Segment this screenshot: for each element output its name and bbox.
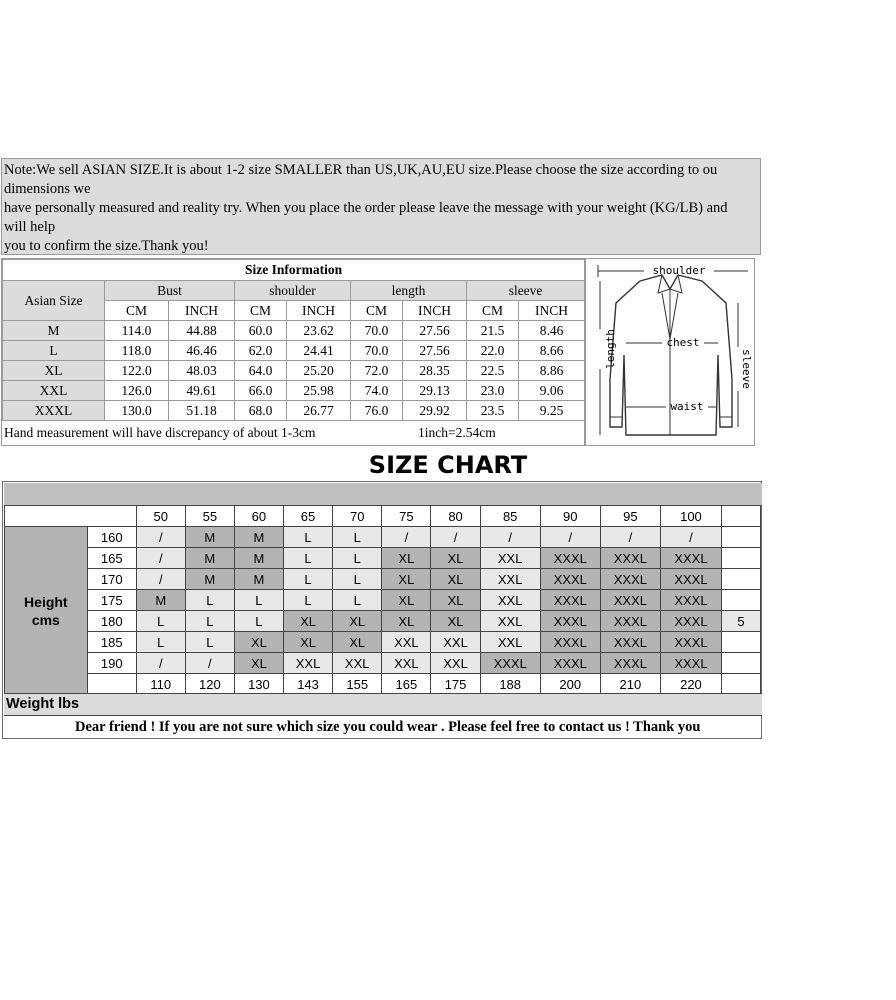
size-cell: L (333, 527, 382, 548)
size-cell: XL (431, 611, 480, 632)
height-row (5, 653, 761, 674)
size-measurement: 72.0 (351, 361, 403, 381)
size-cell: XXL (283, 653, 332, 674)
size-measurement: 22.0 (467, 341, 519, 361)
size-cell: XXXL (540, 653, 600, 674)
weight-lbs: 165 (382, 674, 431, 695)
size-information-table (2, 259, 585, 421)
size-cell: XXXL (600, 590, 660, 611)
size-cell: / (431, 527, 480, 548)
size-measurement: 126.0 (105, 381, 169, 401)
size-chart-table (4, 505, 761, 695)
unit-header: CM (105, 301, 169, 321)
size-cell: L (185, 611, 234, 632)
size-cell: XXXL (540, 590, 600, 611)
size-measurement: 76.0 (351, 401, 403, 421)
size-cell: XL (333, 632, 382, 653)
weight-kg: 65 (283, 506, 332, 527)
size-cell: / (660, 527, 721, 548)
hand-measurement-note: Hand measurement will have discrepancy of about 1-3cm (4, 425, 316, 440)
size-cell: XXL (480, 548, 540, 569)
size-cell (721, 527, 760, 548)
size-row (3, 341, 585, 361)
size-label: XL (3, 361, 105, 381)
size-measurement: 60.0 (235, 321, 287, 341)
size-cell: XXXL (660, 653, 721, 674)
weight-kg: 70 (333, 506, 382, 527)
size-cell: XXXL (660, 611, 721, 632)
unit-header: INCH (519, 301, 585, 321)
weight-lbs-label: Weight lbs (4, 693, 762, 715)
size-measurement: 8.66 (519, 341, 585, 361)
size-label: L (3, 341, 105, 361)
unit-header: CM (467, 301, 519, 321)
size-cell: XXXL (600, 569, 660, 590)
size-cell: M (234, 527, 283, 548)
size-label: M (3, 321, 105, 341)
size-cell: M (136, 590, 185, 611)
bust-header: Bust (105, 281, 235, 301)
size-cell: XXL (480, 569, 540, 590)
size-cell: XL (234, 653, 283, 674)
diagram-label-shoulder: shoulder (652, 264, 706, 277)
size-cell: L (136, 632, 185, 653)
size-cell: L (234, 611, 283, 632)
size-cell: XXXL (540, 611, 600, 632)
size-cell: L (333, 590, 382, 611)
size-cell: XXXL (480, 653, 540, 674)
diagram-label-waist: waist (670, 400, 704, 413)
size-cell: M (234, 548, 283, 569)
height-value: 180 (87, 611, 136, 632)
weight-lbs: 143 (283, 674, 332, 695)
size-measurement: 130.0 (105, 401, 169, 421)
size-cell: / (136, 569, 185, 590)
size-cell: L (333, 569, 382, 590)
size-row (3, 321, 585, 341)
diagram-label-sleeve: sleeve (740, 349, 753, 389)
shirt-measurement-diagram (585, 258, 755, 446)
size-cell (721, 548, 760, 569)
weight-kg: 60 (234, 506, 283, 527)
size-cell: L (185, 632, 234, 653)
size-cell: L (136, 611, 185, 632)
weight-lbs: 130 (234, 674, 283, 695)
length-header: length (351, 281, 467, 301)
asian-size-header: Asian Size (3, 281, 105, 321)
size-cell: XXXL (600, 611, 660, 632)
height-unit-label: cms (31, 611, 60, 628)
weight-kg: 95 (600, 506, 660, 527)
contact-note: Dear friend ! If you are not sure which size you could wear . Please feel free to contact us ! Thank you (4, 715, 762, 738)
inch-conversion-note: 1inch=2.54cm (418, 425, 496, 440)
size-cell: XXXL (540, 548, 600, 569)
size-cell: XL (382, 590, 431, 611)
size-information-panel (1, 258, 585, 446)
size-note (1, 158, 761, 255)
size-cell: XXL (480, 632, 540, 653)
height-value: 185 (87, 632, 136, 653)
size-measurement: 51.18 (169, 401, 235, 421)
size-measurement: 49.61 (169, 381, 235, 401)
size-measurement: 21.5 (467, 321, 519, 341)
size-cell: XL (283, 611, 332, 632)
size-cell: XL (382, 569, 431, 590)
weight-lbs: 110 (136, 674, 185, 695)
size-cell: XXL (480, 590, 540, 611)
weight-lbs: 200 (540, 674, 600, 695)
size-cell: L (185, 590, 234, 611)
size-cell: XXL (431, 653, 480, 674)
size-measurement: 122.0 (105, 361, 169, 381)
size-measurement: 26.77 (287, 401, 351, 421)
size-cell: / (136, 653, 185, 674)
size-cell: M (185, 548, 234, 569)
size-measurement: 62.0 (235, 341, 287, 361)
size-measurement: 9.06 (519, 381, 585, 401)
size-label: XXXL (3, 401, 105, 421)
size-cell: L (283, 527, 332, 548)
size-measurement: 74.0 (351, 381, 403, 401)
unit-header: INCH (169, 301, 235, 321)
size-cell: XXXL (660, 590, 721, 611)
size-chart-title: SIZE CHART (368, 451, 528, 479)
lbs-spacer (87, 674, 136, 695)
shirt-illustration (586, 259, 756, 447)
unit-header: INCH (403, 301, 467, 321)
size-measurement: 8.46 (519, 321, 585, 341)
height-row (5, 548, 761, 569)
size-information-title: Size Information (3, 260, 585, 281)
weight-kg: 50 (136, 506, 185, 527)
size-measurement: 48.03 (169, 361, 235, 381)
size-cell (721, 590, 760, 611)
weight-kg: 80 (431, 506, 480, 527)
size-cell: M (234, 569, 283, 590)
diagram-label-length: length (604, 329, 617, 369)
weight-kg: 100 (660, 506, 721, 527)
height-axis-label (5, 527, 88, 695)
height-value: 165 (87, 548, 136, 569)
size-row (3, 361, 585, 381)
height-value: 190 (87, 653, 136, 674)
note-line-5: you to confirm the size.Thank you! (4, 238, 209, 254)
size-cell: / (600, 527, 660, 548)
size-cell: L (234, 590, 283, 611)
height-value: 175 (87, 590, 136, 611)
weight-kg-row (5, 506, 761, 527)
size-measurement: 28.35 (403, 361, 467, 381)
size-cell (721, 632, 760, 653)
size-cell: / (185, 653, 234, 674)
weight-kg (721, 506, 760, 527)
size-measurement: 44.88 (169, 321, 235, 341)
size-measurement: 23.5 (467, 401, 519, 421)
size-row (3, 381, 585, 401)
height-row (5, 632, 761, 653)
size-measurement: 70.0 (351, 321, 403, 341)
size-cell: XXXL (600, 653, 660, 674)
shoulder-header: shoulder (235, 281, 351, 301)
size-measurement: 23.0 (467, 381, 519, 401)
size-measurement: 24.41 (287, 341, 351, 361)
size-cell: L (283, 590, 332, 611)
size-chart (2, 481, 762, 739)
size-measurement: 25.20 (287, 361, 351, 381)
height-row (5, 527, 761, 548)
size-measurement: 22.5 (467, 361, 519, 381)
weight-kg: 90 (540, 506, 600, 527)
size-measurement: 27.56 (403, 321, 467, 341)
weight-kg: 75 (382, 506, 431, 527)
size-cell: XXL (480, 611, 540, 632)
weight-lbs: 175 (431, 674, 480, 695)
size-cell (721, 653, 760, 674)
size-measurement: 114.0 (105, 321, 169, 341)
height-row (5, 590, 761, 611)
size-cell: M (185, 527, 234, 548)
note-line-4: will help (4, 219, 56, 235)
size-cell: L (283, 569, 332, 590)
size-measurement: 29.13 (403, 381, 467, 401)
size-cell: XL (431, 548, 480, 569)
weight-lbs: 155 (333, 674, 382, 695)
size-cell: XXXL (540, 569, 600, 590)
size-cell: XL (382, 548, 431, 569)
size-cell: XXXL (600, 548, 660, 569)
size-cell: XXL (333, 653, 382, 674)
size-cell: L (283, 548, 332, 569)
corner-cell (5, 506, 137, 527)
note-line-3: have personally measured and reality try. When you place the order please leave the message with your weight (KG/LB) and (4, 200, 728, 216)
size-measurement: 118.0 (105, 341, 169, 361)
size-measurement: 23.62 (287, 321, 351, 341)
size-cell: / (136, 548, 185, 569)
height-value: 160 (87, 527, 136, 548)
size-cell: XXXL (660, 632, 721, 653)
size-measurement: 68.0 (235, 401, 287, 421)
size-cell: L (333, 548, 382, 569)
size-cell: / (480, 527, 540, 548)
size-cell (721, 569, 760, 590)
size-cell: XXXL (660, 569, 721, 590)
size-cell: XXXL (600, 632, 660, 653)
size-cell: XL (431, 590, 480, 611)
height-row (5, 569, 761, 590)
size-measurement: 8.86 (519, 361, 585, 381)
height-row (5, 611, 761, 632)
size-measurement: 46.46 (169, 341, 235, 361)
size-cell: XL (283, 632, 332, 653)
size-chart-header-band (4, 483, 762, 505)
height-label: Height (24, 593, 68, 610)
size-cell: XXL (431, 632, 480, 653)
weight-lbs (721, 674, 760, 695)
weight-lbs: 210 (600, 674, 660, 695)
size-row (3, 401, 585, 421)
size-measurement: 29.92 (403, 401, 467, 421)
size-measurement: 66.0 (235, 381, 287, 401)
diagram-label-chest: chest (666, 336, 700, 349)
size-measurement: 9.25 (519, 401, 585, 421)
size-cell: XL (382, 611, 431, 632)
size-measurement: 70.0 (351, 341, 403, 361)
height-value: 170 (87, 569, 136, 590)
note-line-1: Note:We sell ASIAN SIZE.It is about 1-2 size SMALLER than US,UK,AU,EU size.Please choose the size according to ou (4, 162, 718, 178)
weight-lbs: 120 (185, 674, 234, 695)
sleeve-header: sleeve (467, 281, 585, 301)
size-cell: XXXL (540, 632, 600, 653)
size-measurement: 27.56 (403, 341, 467, 361)
unit-header: CM (351, 301, 403, 321)
size-cell: XXL (382, 632, 431, 653)
size-label: XXL (3, 381, 105, 401)
weight-kg: 85 (480, 506, 540, 527)
size-cell: XXXL (660, 548, 721, 569)
size-cell: / (540, 527, 600, 548)
size-cell: XL (234, 632, 283, 653)
size-cell: / (136, 527, 185, 548)
weight-kg: 55 (185, 506, 234, 527)
size-measurement: 25.98 (287, 381, 351, 401)
size-cell: XXL (382, 653, 431, 674)
weight-lbs: 220 (660, 674, 721, 695)
size-cell: M (185, 569, 234, 590)
unit-header: INCH (287, 301, 351, 321)
unit-header: CM (235, 301, 287, 321)
note-line-2: dimensions we (4, 181, 91, 197)
size-cell: 5 (721, 611, 760, 632)
size-cell: / (382, 527, 431, 548)
size-cell: XL (333, 611, 382, 632)
weight-lbs: 188 (480, 674, 540, 695)
weight-lbs-row (5, 674, 761, 695)
size-cell: XL (431, 569, 480, 590)
size-measurement: 64.0 (235, 361, 287, 381)
